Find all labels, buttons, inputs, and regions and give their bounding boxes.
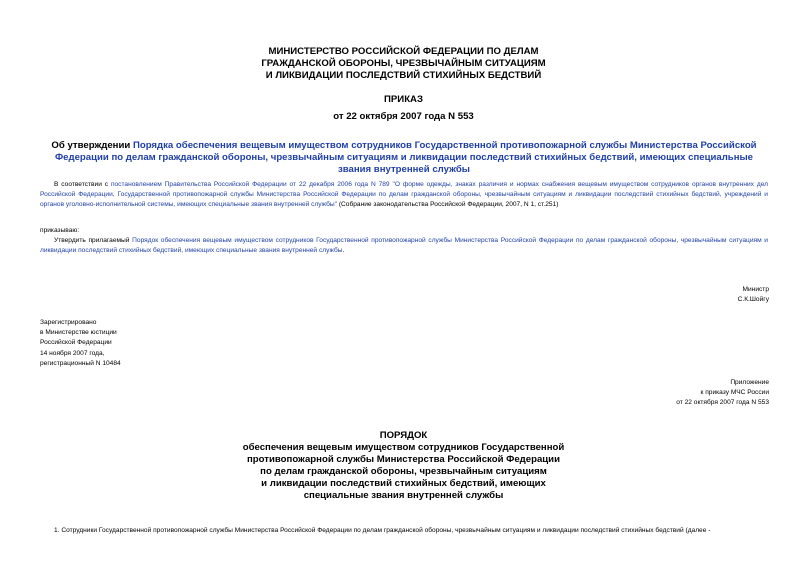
basis-suffix: (Собрание законодательства Российской Федерации, 2007, N 1, ст.251) [337, 200, 559, 208]
signature-block [738, 285, 769, 305]
appendix-block [676, 378, 769, 409]
appendix-line: от 22 октября 2007 года N 553 [676, 399, 769, 407]
registration-block [40, 318, 121, 369]
registration-line: Российской Федерации [40, 339, 112, 347]
procedure-title-line: противопожарной службы Министерства Российской Федерации [247, 454, 560, 465]
subject-prefix: Об утверждении [51, 140, 133, 151]
signature-position: Министр [742, 286, 769, 293]
procedure-title-line: ПОРЯДОК [379, 430, 428, 441]
subject-link[interactable]: Порядка обеспечения вещевым имуществом сотрудников Государственной противопожарной службы Министерства Российской Федерации по делам гражданской обороны, чрезвычайным ситуациям и ликвидации последствий стихийных бедствий, имеющих специальные звания внутренней службы [54, 140, 757, 175]
approve-suffix: . [342, 246, 345, 254]
paragraph-approve [40, 236, 768, 256]
ministry-header-line: И ЛИКВИДАЦИИ ПОСЛЕДСТВИЙ СТИХИЙНЫХ БЕДСТВИЙ [265, 70, 542, 81]
document-type: ПРИКАЗ [384, 94, 423, 105]
procedure-clause-1: 1. Сотрудники Государственной противопожарной службы Министерства Российской Федерации по делам гражданской обороны, чрезвычайным ситуациям и ликвидации последствий стихийных бедствий (далее - [54, 527, 711, 534]
appendix-line: к приказу МЧС России [700, 389, 769, 397]
procedure-title-line: специальные звания внутренней службы [303, 490, 504, 501]
approve-link[interactable]: Порядок обеспечения вещевым имуществом сотрудников Государственной противопожарной службы Министерства Российской Федерации по делам гражданской обороны, чрезвычайным ситуациям и ликвидации последствий стихийных бедствий, имеющих специальные звания внутренней службы [40, 237, 768, 254]
registration-line: Зарегистрировано [40, 319, 97, 326]
procedure-title-line: обеспечения вещевым имуществом сотрудников Государственной [242, 442, 565, 453]
appendix-line: Приложение [730, 379, 769, 386]
procedure-title [0, 430, 807, 502]
document-subject [40, 140, 768, 176]
basis-link[interactable]: постановлением Правительства Российской Федерации от 22 декабря 2006 года N 789 "О форме одежды, знаках различия и нормах снабжения вещевым имуществом сотрудников органов внутренних дел Российской Федерации, Государственной противопожарной службы Министерства Российской Федерации по делам гражданской обороны, чрезвычайным ситуациям и ликвидации последствий стихийных бедствий, учреждений и органов уголовно-исполнительной системы, имеющих специальные звания внутренней службы" [40, 181, 768, 208]
basis-prefix: В соответствии с [54, 181, 111, 188]
ministry-header [0, 46, 807, 82]
paragraph-order: приказываю: [40, 227, 80, 234]
procedure-title-line: и ликвидации последствий стихийных бедствий, имеющих [261, 478, 546, 489]
document-date-number: от 22 октября 2007 года N 553 [333, 111, 474, 122]
registration-line: регистрационный N 10484 [40, 359, 121, 367]
ministry-header-line: ГРАЖДАНСКОЙ ОБОРОНЫ, ЧРЕЗВЫЧАЙНЫМ СИТУАЦИЯМ [261, 58, 546, 69]
signature-name: С.К.Шойгу [737, 296, 769, 303]
paragraph-basis [40, 180, 768, 209]
registration-line: в Министерстве юстиции [40, 329, 117, 337]
registration-line: 14 ноября 2007 года, [40, 349, 105, 357]
approve-prefix: Утвердить прилагаемый [54, 237, 133, 244]
ministry-header-line: МИНИСТЕРСТВО РОССИЙСКОЙ ФЕДЕРАЦИИ ПО ДЕЛАМ [268, 46, 539, 57]
procedure-title-line: по делам гражданской обороны, чрезвычайным ситуациям [260, 466, 547, 477]
